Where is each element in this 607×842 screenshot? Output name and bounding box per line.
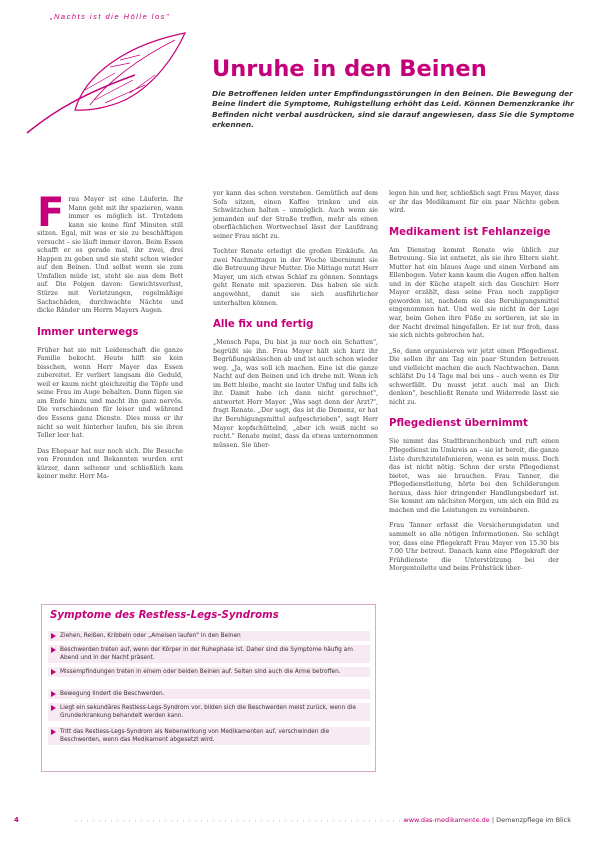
symptom-item xyxy=(48,703,370,721)
symptom-text: Bewegung lindert die Beschwerden. xyxy=(60,691,165,697)
symptom-text: Liegt ein sekundäres Restless-Legs-Syndrom vor, bilden sich die Beschwerden meist zurück, wenn die Grunderkrankung behandelt werden kann. xyxy=(60,705,356,719)
bullet-arrow-icon xyxy=(51,729,56,735)
drop-cap: F xyxy=(37,190,65,236)
footer-url[interactable]: www.das-medikamente.de xyxy=(403,816,490,824)
heading-alle-fix-und-fertig: Alle fix und fertig xyxy=(213,319,314,331)
text-column-3 xyxy=(389,190,559,581)
bullet-arrow-icon xyxy=(51,647,56,653)
symptom-item xyxy=(48,689,370,699)
bullet-arrow-icon xyxy=(51,633,56,639)
paragraph: Frau Tanner erfasst die Versicherungsdaten und sammelt so alle nötigen Informationen. Sie schlägt vor, dass eine Pflegekraft Frau Mayer von 15.30 bis 7.00 Uhr betreut. Danach kann eine Pflegekraft der Frühdienste die Unterstützung bei der Morgentoilette und beim Frühstück über- xyxy=(389,522,559,573)
symptoms-box-title: Symptome des Restless-Legs-Syndroms xyxy=(50,610,279,621)
paragraph: „Mensch Papa, Du bist ja nur noch ein Schatten", begrüßt sie ihn. Frau Mayer hält sich kurz ihr Begrüßungsküsschen ab und ist auch schon wieder weg. „Ja, was soll ich machen. Eine ist die ganze Nacht auf den Beinen und ich drehe mit. Wenn ich im Bett bleibe, macht sie lauter Unfug und falls ich ihr. Damit habe ich dann nicht gerechnet", antwortet Herr Mayer. „Was sagt denn der Arzt?", fragt Renate. „Der sagt, das ist die Demenz, er hat ihr Beruhigungsmittel aufgeschrieben", sagt Herr Mayer kopfschüttelnd, „aber ich weiß nicht so recht." Renate meint, dass da etwas unternommen müssen. Sie über- xyxy=(213,339,378,449)
bullet-arrow-icon xyxy=(51,691,56,697)
symptom-text: Tritt das Restless-Legs-Syndrom als Nebenwirkung von Medikamenten auf, verschwinden die Beschwerden, wenn das Medikament abgesetzt wird. xyxy=(60,729,330,743)
text-column-1 xyxy=(37,190,183,489)
text-column-2 xyxy=(213,190,378,457)
paragraph: Früher hat sie mit Leidenschaft die ganze Familie bekocht. Heute hilft sie kein bisschen, wenn Herr Mayer das Essen zubereitet. Er verliert langsam die Geduld, weil er kaum nicht gleichzeitig die Töpfe und seine Frau im Auge behalten. Dann fügen sie am Ende hinzu und macht ihn ganz nervös. Die verschiedenen für leiser und während des Essens ganz Dienste. Dies muss er ihr nicht so weit hinterher laufen, bis sie ihren Teller leer hat. xyxy=(37,346,183,440)
feather-icon xyxy=(15,15,195,150)
paragraph: legen hin und her, schließlich sagt Frau Mayer, dass er ihr das Medikament für ein paar Nächte geben wird. xyxy=(389,190,559,215)
symptom-text: Beschwerden treten auf, wenn der Körper in der Ruhephase ist. Daher sind die Symptome häufig am Abend und in der Nacht präsent. xyxy=(60,647,353,661)
article-title: Unruhe in den Beinen xyxy=(212,56,487,82)
symptom-item xyxy=(48,667,370,677)
heading-pflegedienst: Pflegedienst übernimmt xyxy=(389,418,528,430)
article-lead: Die Betroffenen leiden unter Empfindungsstörungen in den Beinen. Die Bewegung der Beine lindert die Symptome, Ruhigstellung erhöht das Leid. Können Demenzkranke ihr Befinden nicht verbal ausdrücken, sind sie darauf angewiesen, dass Sie die Symptome erkennen. xyxy=(212,89,575,129)
paragraph: „So, dann organisieren wir jetzt einen Pflegedienst. Die sollen ihr am Tag ein paar Stunden betreuen und vielleicht machen die auch Nachtwachen. Dann schläfst Du 14 Tage mal bei uns – auch wenn es Dir schwerfällt. Du musst jetzt auch mal an Dich denken", beschließt Renate und Widerrede lässt sie nicht zu. xyxy=(389,347,559,406)
page-number: 4 xyxy=(14,816,19,824)
symptom-text: Ziehen, Reißen, Kribbeln oder „Ameisen laufen" in den Beinen xyxy=(60,633,241,639)
symptom-item xyxy=(48,645,370,663)
magazine-title: „Nachts ist die Hölle los" xyxy=(50,12,171,21)
paragraph: Sie nimmt das Stadtbranchenbuch und ruft einen Pflegedienst im Umkreis an – sie ist bereit, die ganze Liste durchzutelefonieren, wenn es sein muss. Doch das ist nicht nötig. Schon der erste Pflegedienst bietet, was sie brauchen. Frau Tanner, die Pflegedienstleitung, hörte bei den Schilderungen heraus, dass hier dringender Handlungsbedarf ist. Sie kommt am nächsten Morgen, um sich ein Bild zu machen und die Leistungen zu vereinbaren. xyxy=(389,438,559,514)
intro-paragraph xyxy=(37,190,183,316)
footer-section: | Demenzpflege im Blick xyxy=(489,816,571,824)
bullet-arrow-icon xyxy=(51,705,56,711)
heading-immer-unterwegs: Immer unterwegs xyxy=(37,326,139,338)
bullet-arrow-icon xyxy=(51,669,56,675)
paragraph: Am Dienstag kommt Renate wie üblich zur Betreuung. Sie ist entsetzt, als sie ihre Eltern sieht. Mutter hat ein blaues Auge und einen Verband am Ellenbogen. Vater kann kaum die Augen offen halten und in der Küche stapelt sich das Geschirr. Herr Mayer erzählt, dass seine Frau noch zappliger geworden ist, nachdem sie das Beruhigungsmittel eingenommen hat. Und weil sie nicht in der Lage war, beim Gehen ihre Füße zu sortieren, ist sie in der Nacht dreimal hingefallen. Er ist nur froh, dass sie sich nichts gebrochen hat. xyxy=(389,246,559,340)
intro-text: rau Mayer ist eine Läuferin. Ihr Mann geht mit ihr spazieren, wann immer es möglich ist. Trotzdem kann sie keine fünf Minuten still sitzen. Egal, mit was er sie zu beschäftigen versucht – sie läuft immer davon. Beim Essen schafft er es gerade mal, ihr zwei, drei Happen zu geben und sie steht schon wieder auf den Beinen. Und selbst wenn sie zum Umfallen müde ist, steht sie aus dem Bett auf. Die Folgen davon: Gewichtsverlust, Stürze mit Verletzungen, regelmäßige Sachschäden, durchwachte Nächte und dicke Ränder um Herrn Mayers Augen. xyxy=(37,196,183,315)
heading-medikament: Medikament ist Fehlanzeige xyxy=(389,226,551,238)
paragraph: Das Ehepaar hat nur noch sich. Die Besuche von Freunden und Bekannten wurden erst kürzer, dann seltener und schließlich kam keiner mehr. Herr Ma- xyxy=(37,447,183,481)
symptom-text: Missempfindungen treten in einem oder beiden Beinen auf. Selten sind auch die Arme betroffen. xyxy=(60,669,341,675)
symptom-item xyxy=(48,631,370,641)
symptoms-box xyxy=(41,604,376,772)
paragraph: Tochter Renate erledigt die großen Einkäufe. An zwei Nachmittagen in der Woche übernimmt sie die Betreuung ihrer Mutter. Die Mittage nutzt Herr Mayer, um sich etwas Schlaf zu gönnen. Sonntags geht Renate mit spazieren. Das haben sie sich angewöhnt, damit sie sich ausführlicher unterhalten können. xyxy=(213,248,378,307)
footer xyxy=(403,816,571,824)
paragraph: yer kann das schon verstehen. Gemütlich auf dem Sofa sitzen, einen Kaffee trinken und ein Schwätzchen halten – unmöglich. Auch wenn sie jemanden auf der Straße treffen, mehr als einen oberflächlichen Wortwechsel lässt der Laufdrang seiner Frau nicht zu. xyxy=(213,190,378,240)
symptom-item xyxy=(48,727,370,745)
